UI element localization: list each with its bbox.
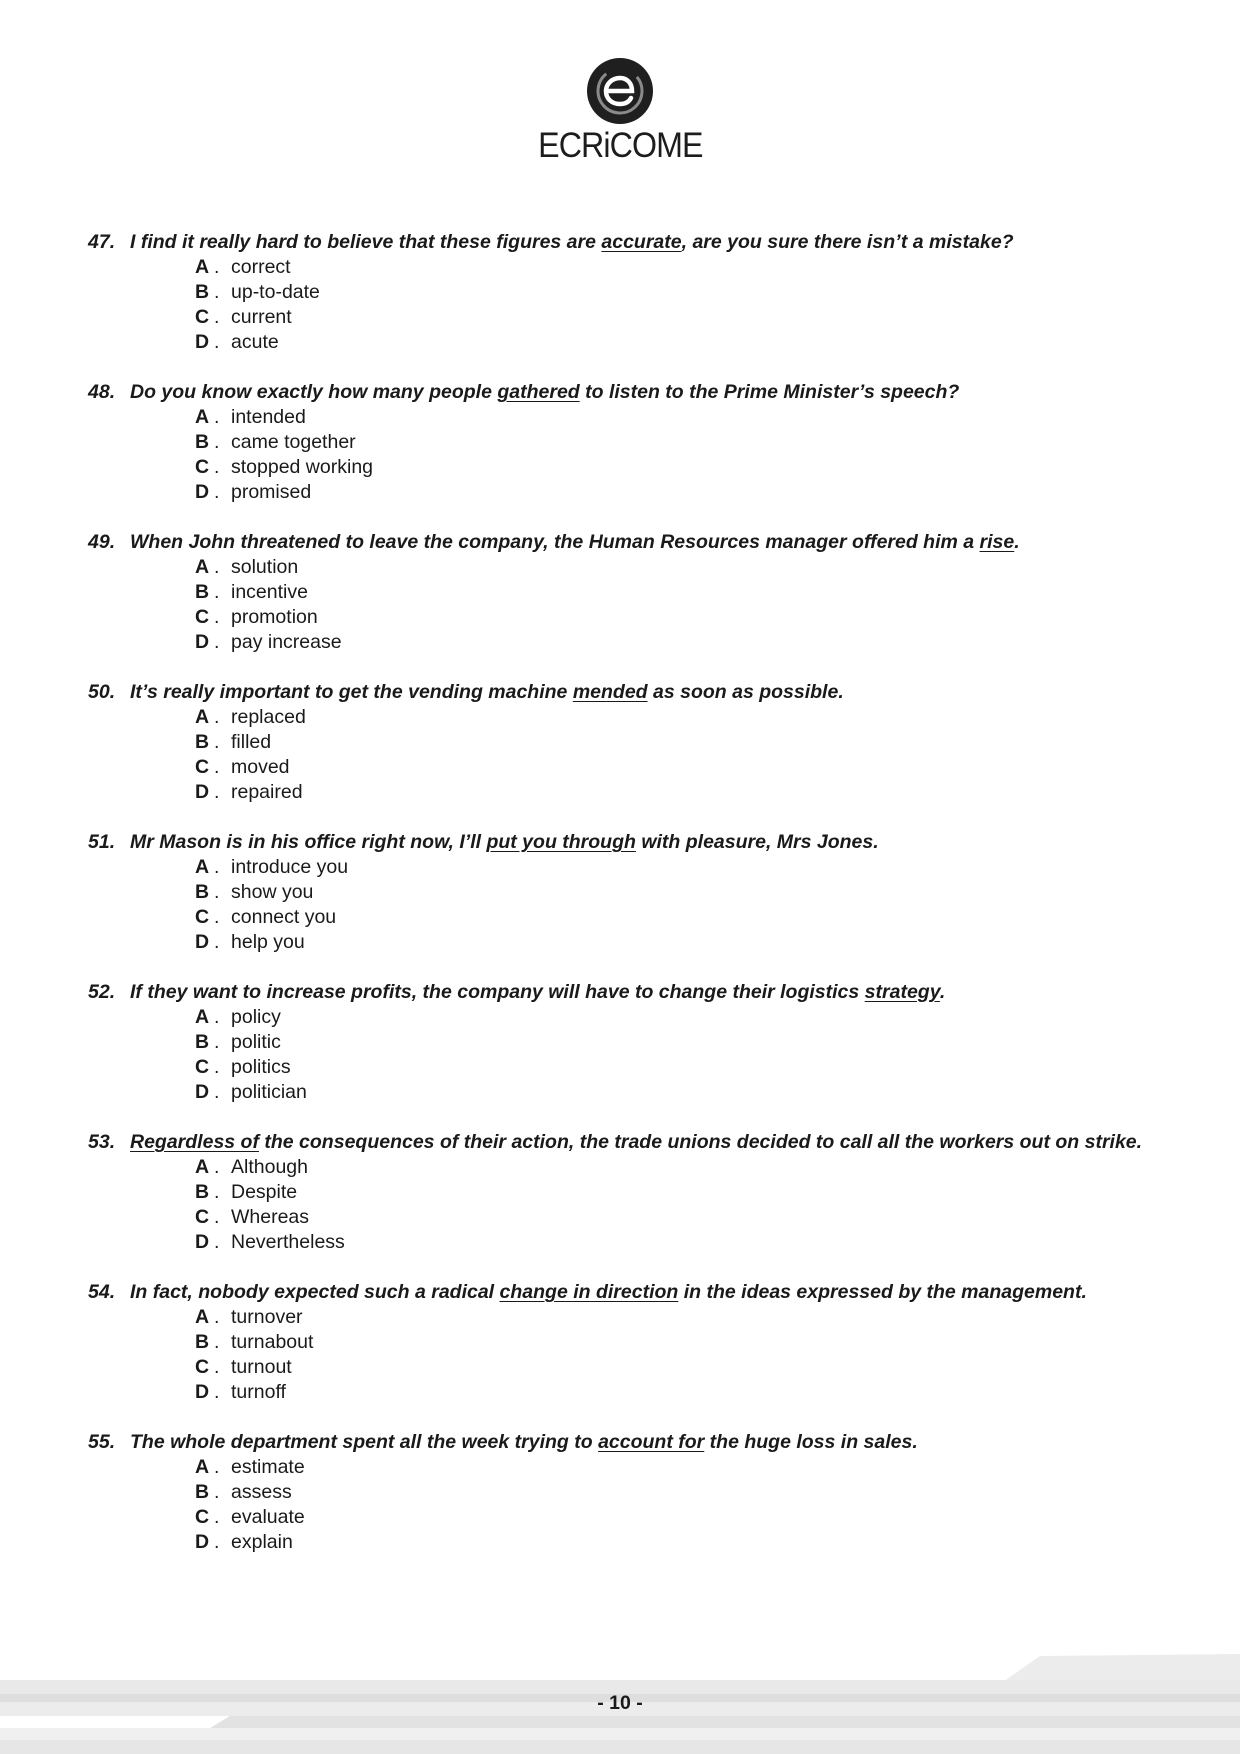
option-text: turnoff (231, 1381, 286, 1403)
stem-text-after: as soon as possible. (647, 681, 844, 703)
question-54 (88, 1280, 1168, 1430)
question-stem (88, 1430, 1168, 1455)
option-text: turnover (231, 1306, 303, 1328)
option-letter: A (195, 556, 210, 578)
underlined-term: Regardless of (130, 1131, 259, 1153)
option-letter: C (195, 1506, 210, 1528)
option-text: replaced (231, 706, 306, 728)
stem-text-before: In fact, nobody expected such a radical (130, 1281, 500, 1303)
option-letter: C (195, 1356, 210, 1378)
stem-text-before: It’s really important to get the vending machine (130, 681, 573, 703)
option-d[interactable]: D . acute (195, 331, 279, 353)
option-text: solution (231, 556, 299, 578)
underlined-term: accurate (601, 231, 682, 253)
option-letter: A (195, 856, 210, 878)
page-number: - 10 - (597, 1692, 643, 1714)
option-text: politician (231, 1081, 307, 1103)
option-b[interactable]: B . incentive (195, 581, 308, 603)
question-47 (88, 230, 1168, 380)
option-b[interactable]: B . filled (195, 731, 272, 753)
answer-options (88, 1005, 1168, 1105)
question-stem (88, 980, 1168, 1005)
question-stem (88, 530, 1168, 555)
option-d[interactable]: D . pay increase (195, 631, 342, 653)
option-letter: B (195, 281, 210, 303)
option-text: politic (231, 1031, 281, 1053)
option-text: filled (231, 731, 272, 753)
option-text: promised (231, 481, 312, 503)
question-53 (88, 1130, 1168, 1280)
option-c[interactable]: C . connect you (195, 906, 337, 928)
option-letter: A (195, 1456, 210, 1478)
option-b[interactable]: B . came together (195, 431, 356, 453)
question-number: 51. (88, 831, 116, 853)
option-letter: A (195, 1306, 210, 1328)
option-letter: C (195, 906, 210, 928)
option-letter: B (195, 1031, 210, 1053)
option-c[interactable]: C . current (195, 306, 292, 328)
option-letter: D (195, 1531, 210, 1553)
option-letter: B (195, 881, 210, 903)
option-letter: C (195, 1056, 210, 1078)
option-text: policy (231, 1006, 281, 1028)
question-number: 53. (88, 1131, 116, 1153)
stem-text-after: the consequences of their action, the trade unions decided to call all the workers out on strike. (258, 1131, 1143, 1153)
answer-options (88, 1455, 1168, 1555)
ecricome-wordmark: ECRiCOME (537, 126, 703, 165)
option-text: came together (231, 431, 356, 453)
option-a[interactable]: A . replaced (195, 706, 306, 728)
option-text: help you (231, 931, 305, 953)
answer-options (88, 1305, 1168, 1405)
option-a[interactable]: A . turnover (195, 1306, 303, 1328)
question-number: 49. (88, 531, 116, 553)
option-b[interactable]: B . politic (195, 1031, 281, 1053)
stem-text-after: with pleasure, Mrs Jones. (635, 831, 879, 853)
option-text: promotion (231, 606, 318, 628)
option-text: show you (231, 881, 314, 903)
option-letter: A (195, 706, 210, 728)
question-51 (88, 830, 1168, 980)
question-number: 48. (88, 381, 116, 403)
stem-text-before: If they want to increase profits, the company will have to change their logistics (130, 981, 865, 1003)
stem-text-after: . (939, 981, 946, 1003)
option-letter: C (195, 606, 210, 628)
option-text: pay increase (231, 631, 342, 653)
option-text: Nevertheless (231, 1231, 345, 1253)
option-text: repaired (231, 781, 303, 803)
option-text: politics (231, 1056, 291, 1078)
option-text: turnabout (231, 1331, 314, 1353)
option-letter: C (195, 456, 210, 478)
option-letter: A (195, 1006, 210, 1028)
option-text: turnout (231, 1356, 292, 1378)
option-text: acute (231, 331, 279, 353)
question-number: 54. (88, 1281, 116, 1303)
stem-text-before: When John threatened to leave the company, the Human Resources manager offered him a (130, 531, 980, 553)
answer-options (88, 405, 1168, 505)
stem-text-before: I find it really hard to believe that these figures are (130, 231, 602, 253)
option-letter: D (195, 481, 210, 503)
question-50 (88, 680, 1168, 830)
answer-options (88, 855, 1168, 955)
option-d[interactable]: D . politician (195, 1081, 307, 1103)
option-text: explain (231, 1531, 293, 1553)
option-text: estimate (231, 1456, 305, 1478)
option-letter: D (195, 781, 210, 803)
question-49 (88, 530, 1168, 680)
option-letter: D (195, 1381, 210, 1403)
option-text: connect you (231, 906, 337, 928)
question-stem (88, 680, 1168, 705)
question-stem (88, 380, 1168, 405)
option-d[interactable]: D . promised (195, 481, 312, 503)
option-text: incentive (231, 581, 308, 603)
option-text: assess (231, 1481, 292, 1503)
option-a[interactable]: A . policy (195, 1006, 281, 1028)
option-c[interactable]: C . Whereas (195, 1206, 310, 1228)
option-letter: B (195, 1331, 210, 1353)
underlined-term: change in direction (499, 1281, 679, 1303)
option-letter: D (195, 1081, 210, 1103)
option-letter: A (195, 1156, 210, 1178)
question-52 (88, 980, 1168, 1130)
underlined-term: gathered (497, 381, 580, 403)
option-letter: A (195, 256, 210, 278)
option-text: current (231, 306, 292, 328)
option-text: introduce you (231, 856, 349, 878)
question-list (88, 230, 1168, 1580)
option-letter: C (195, 1206, 210, 1228)
option-a[interactable]: A . estimate (195, 1456, 305, 1478)
option-b[interactable]: B . up-to-date (195, 281, 320, 303)
question-stem (88, 1280, 1168, 1305)
option-d[interactable]: D . repaired (195, 781, 303, 803)
option-text: correct (231, 256, 291, 278)
option-letter: B (195, 431, 210, 453)
option-letter: D (195, 931, 210, 953)
option-c[interactable]: C . stopped working (195, 456, 374, 478)
option-letter: B (195, 1481, 210, 1503)
option-letter: B (195, 731, 210, 753)
question-number: 50. (88, 681, 116, 703)
option-text: intended (231, 406, 306, 428)
stem-text-before: The whole department spent all the week trying to (130, 1431, 599, 1453)
stem-text-after: to listen to the Prime Minister’s speech? (579, 381, 960, 403)
stem-text-before: Mr Mason is in his office right now, I’ll (130, 831, 487, 853)
option-b[interactable]: B . show you (195, 881, 314, 903)
option-d[interactable]: D . Nevertheless (195, 1231, 345, 1253)
option-letter: B (195, 581, 210, 603)
stem-text-after: in the ideas expressed by the management. (678, 1281, 1087, 1303)
option-text: evaluate (231, 1506, 305, 1528)
option-c[interactable]: C . politics (195, 1056, 291, 1078)
option-a[interactable]: A . intended (195, 406, 306, 428)
stem-text-after: the huge loss in sales. (704, 1431, 918, 1453)
stem-text-before: Do you know exactly how many people (130, 381, 498, 403)
question-stem (88, 830, 1168, 855)
option-text: moved (231, 756, 290, 778)
ecricome-logo (0, 58, 1240, 164)
option-letter: D (195, 631, 210, 653)
question-stem (88, 230, 1168, 255)
option-text: Although (231, 1156, 308, 1178)
option-c[interactable]: C . promotion (195, 606, 318, 628)
stem-text-after: . (1014, 531, 1020, 553)
option-letter: D (195, 1231, 210, 1253)
question-48 (88, 380, 1168, 530)
option-letter: C (195, 756, 210, 778)
underlined-term: account for (598, 1431, 705, 1453)
answer-options (88, 555, 1168, 655)
option-a[interactable]: A . introduce you (195, 856, 349, 878)
answer-options (88, 1155, 1168, 1255)
answer-options (88, 705, 1168, 805)
underlined-term: put you through (486, 831, 636, 853)
option-d[interactable]: D . turnoff (195, 1381, 286, 1403)
option-d[interactable]: D . help you (195, 931, 305, 953)
underlined-term: rise (979, 531, 1015, 553)
option-b[interactable]: B . turnabout (195, 1331, 314, 1353)
question-number: 52. (88, 981, 116, 1003)
option-b[interactable]: B . Despite (195, 1181, 298, 1203)
question-number: 47. (88, 231, 116, 253)
option-letter: B (195, 1181, 210, 1203)
option-letter: D (195, 331, 210, 353)
option-text: Whereas (231, 1206, 310, 1228)
stem-text-after: , are you sure there isn’t a mistake? (681, 231, 1014, 253)
ecricome-emblem-icon (587, 58, 653, 124)
question-number: 55. (88, 1431, 116, 1453)
option-d[interactable]: D . explain (195, 1531, 293, 1553)
question-55 (88, 1430, 1168, 1580)
option-a[interactable]: A . correct (195, 256, 291, 278)
underlined-term: strategy (864, 981, 940, 1003)
option-text: up-to-date (231, 281, 320, 303)
option-text: stopped working (231, 456, 374, 478)
option-a[interactable]: A . Although (195, 1156, 308, 1178)
question-stem (88, 1130, 1168, 1155)
option-letter: C (195, 306, 210, 328)
option-letter: A (195, 406, 210, 428)
answer-options (88, 255, 1168, 355)
option-text: Despite (231, 1181, 298, 1203)
option-c[interactable]: C . moved (195, 756, 290, 778)
option-b[interactable]: B . assess (195, 1481, 292, 1503)
option-c[interactable]: C . evaluate (195, 1506, 305, 1528)
option-c[interactable]: C . turnout (195, 1356, 292, 1378)
underlined-term: mended (572, 681, 648, 703)
option-a[interactable]: A . solution (195, 556, 299, 578)
